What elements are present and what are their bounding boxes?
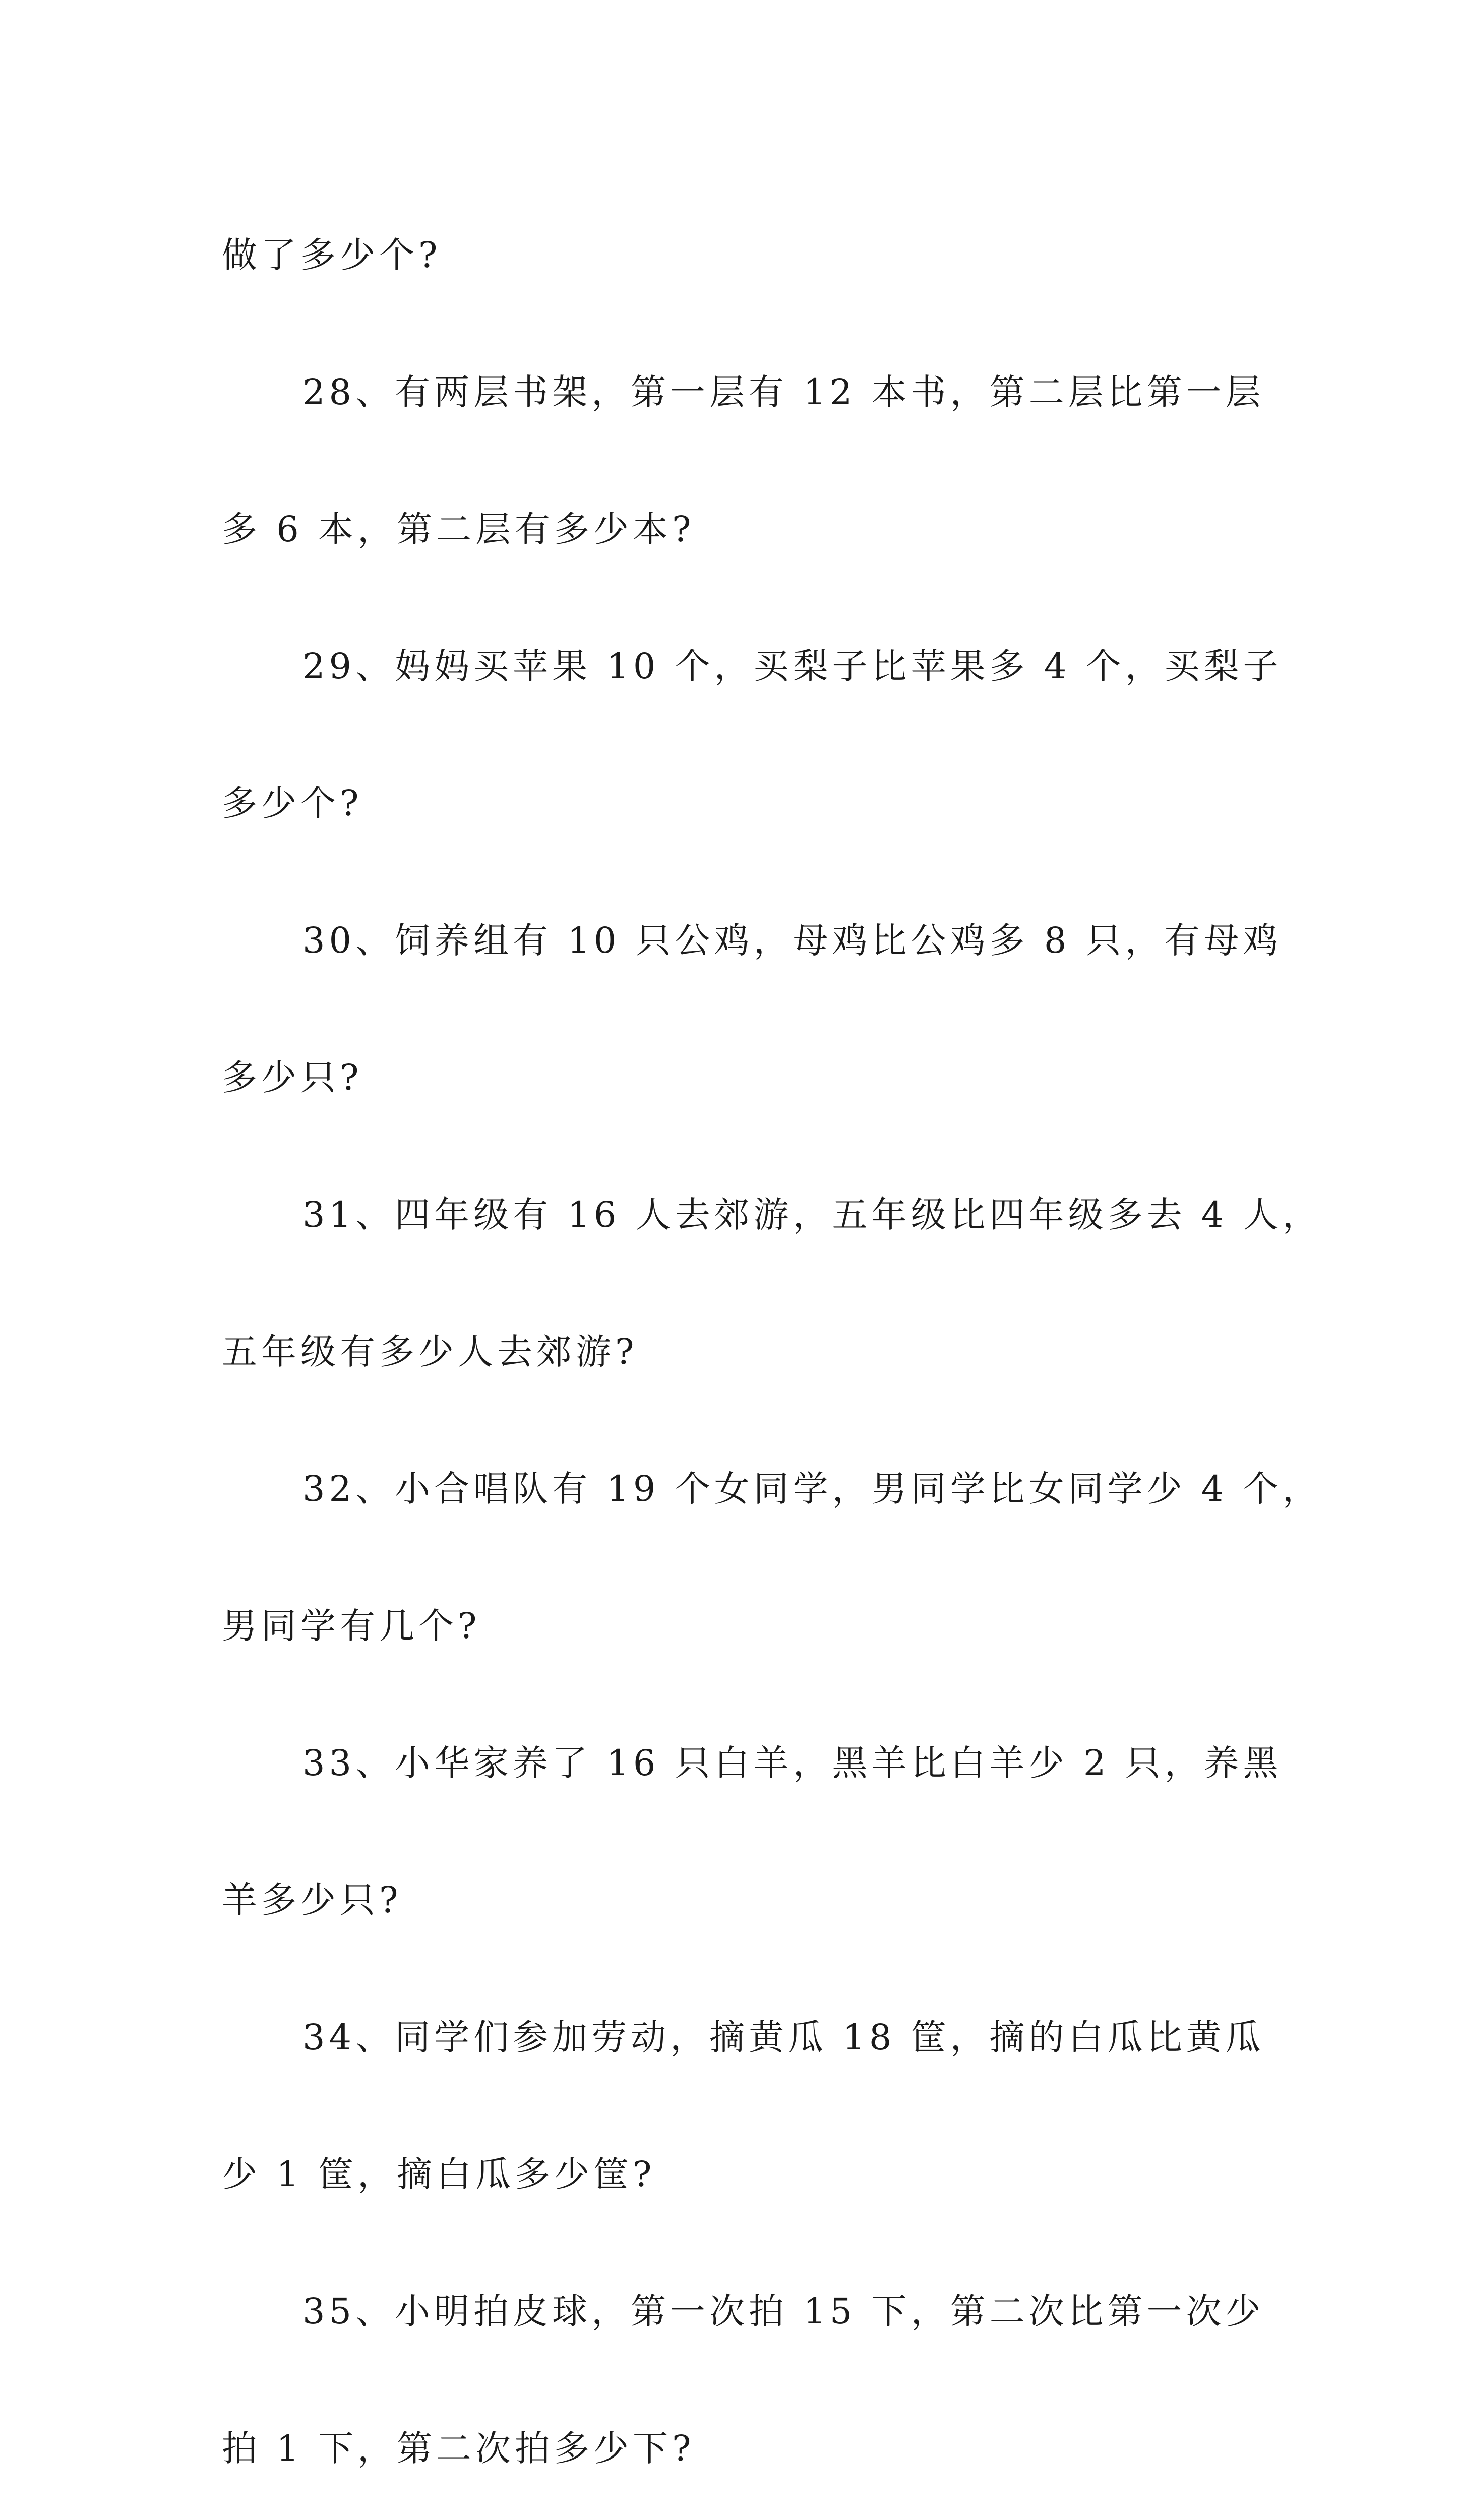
problem-30-line-2: 多少只? (222, 1057, 363, 1098)
problem-text-block (222, 186, 1322, 2520)
problem-28-line-1: 28、有两层书架，第一层有 12 本书，第二层比第一层 (302, 371, 1265, 413)
problem-35-line-2: 拍 1 下，第二次拍多少下? (222, 2428, 695, 2469)
continuation-line: 做了多少个? (222, 234, 442, 276)
problem-33-line-2: 羊多少只? (222, 1879, 402, 1921)
problem-35-line-1: 35、小明拍皮球，第一次拍 15 下，第二次比第一次少 (302, 2291, 1265, 2332)
problem-28-line-2: 多 6 本，第二层有多少本? (222, 509, 695, 550)
problem-29-line-1: 29、妈妈买苹果 10 个，买梨子比苹果多 4 个，买梨子 (302, 646, 1283, 687)
problem-32-line-2: 男同学有几个? (222, 1605, 481, 1647)
problem-30-line-1: 30、饲养组有 10 只公鸡，母鸡比公鸡多 8 只，有母鸡 (302, 920, 1283, 961)
problem-33-line-1: 33、小华家养了 16 只白羊，黑羊比白羊少 2 只，养黑 (302, 1742, 1283, 1784)
problem-36-line-1 (222, 2517, 1270, 2520)
problem-32-line-1: 32、小合唱队有 19 个女同学，男同学比女同学少 4 个， (302, 1468, 1322, 1509)
problem-29-line-2: 多少个? (222, 783, 363, 824)
problem-34-line-1: 34、同学们参加劳动，摘黄瓜 18 筐，摘的白瓜比黄瓜 (302, 2017, 1265, 2058)
problem-31-line-2: 五年级有多少人去郊游? (222, 1331, 638, 1372)
problem-34-line-2: 少 1 筐，摘白瓜多少筐? (222, 2154, 656, 2195)
problem-31-line-1: 31、四年级有 16 人去郊游，五年级比四年级多去 4 人， (302, 1194, 1322, 1235)
